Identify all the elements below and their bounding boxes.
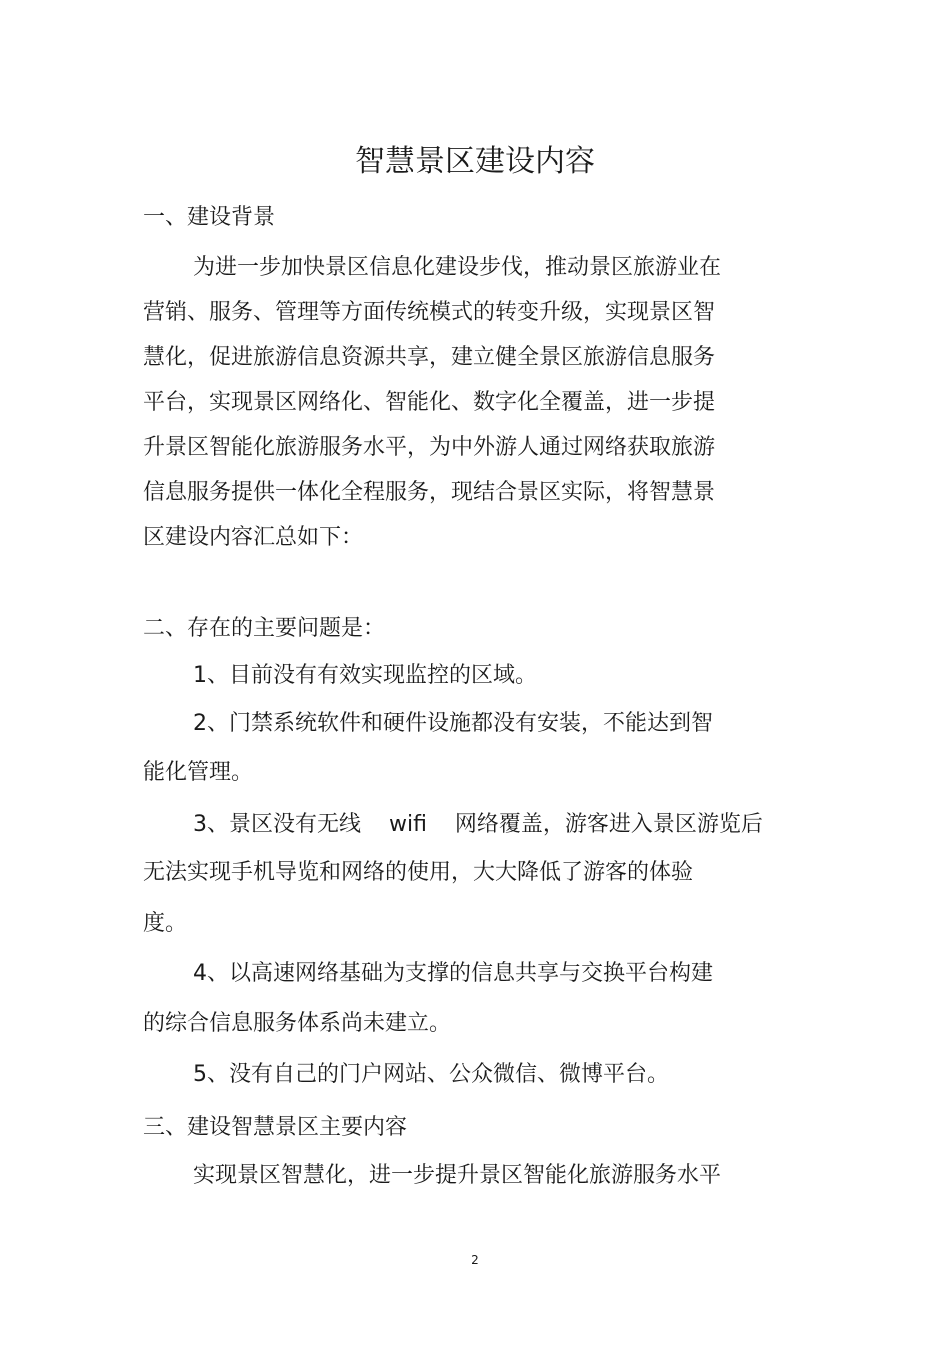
- list-item-continuation: 无法实现手机导览和网络的使用，大大降低了游客的体验: [143, 860, 694, 885]
- paragraph-line: 慧化，促进旅游信息资源共享，建立健全景区旅游信息服务: [143, 345, 716, 370]
- paragraph-line: 信息服务提供一体化全程服务，现结合景区实际，将智慧景: [143, 480, 716, 505]
- page-number: 2: [471, 1253, 479, 1267]
- paragraph-line: 营销、服务、管理等方面传统模式的转变升级，实现景区智: [143, 300, 716, 325]
- list-item-continuation: 的综合信息服务体系尚未建立。: [143, 1011, 452, 1036]
- section-heading-background: 一、建设背景: [143, 205, 276, 230]
- list-item: 1、目前没有有效实现监控的区域。: [193, 663, 537, 688]
- list-item: 5、没有自己的门户网站、公众微信、微博平台。: [193, 1062, 669, 1087]
- list-item: 2、门禁系统软件和硬件设施都没有安装，不能达到智: [193, 711, 713, 736]
- list-item-continuation: 能化管理。: [143, 760, 254, 785]
- paragraph-line: 平台，实现景区网络化、智能化、数字化全覆盖，进一步提: [143, 390, 716, 415]
- paragraph-line: 升景区智能化旅游服务水平，为中外游人通过网络获取旅游: [143, 435, 716, 460]
- section-heading-content: 三、建设智慧景区主要内容: [143, 1115, 408, 1140]
- list-item-continuation: 度。: [143, 911, 188, 936]
- paragraph-line: 区建设内容汇总如下：: [143, 525, 364, 550]
- list-item: 4、以高速网络基础为支撑的信息共享与交换平台构建: [193, 961, 713, 986]
- paragraph-line: 为进一步加快景区信息化建设步伐，推动景区旅游业在: [193, 255, 722, 280]
- list-item: 3、景区没有无线 wifi 网络覆盖，游客进入景区游览后: [193, 812, 763, 837]
- section-heading-problems: 二、存在的主要问题是：: [143, 616, 386, 641]
- document-title: 智慧景区建设内容: [355, 144, 595, 179]
- paragraph-line: 实现景区智慧化，进一步提升景区智能化旅游服务水平: [193, 1163, 722, 1188]
